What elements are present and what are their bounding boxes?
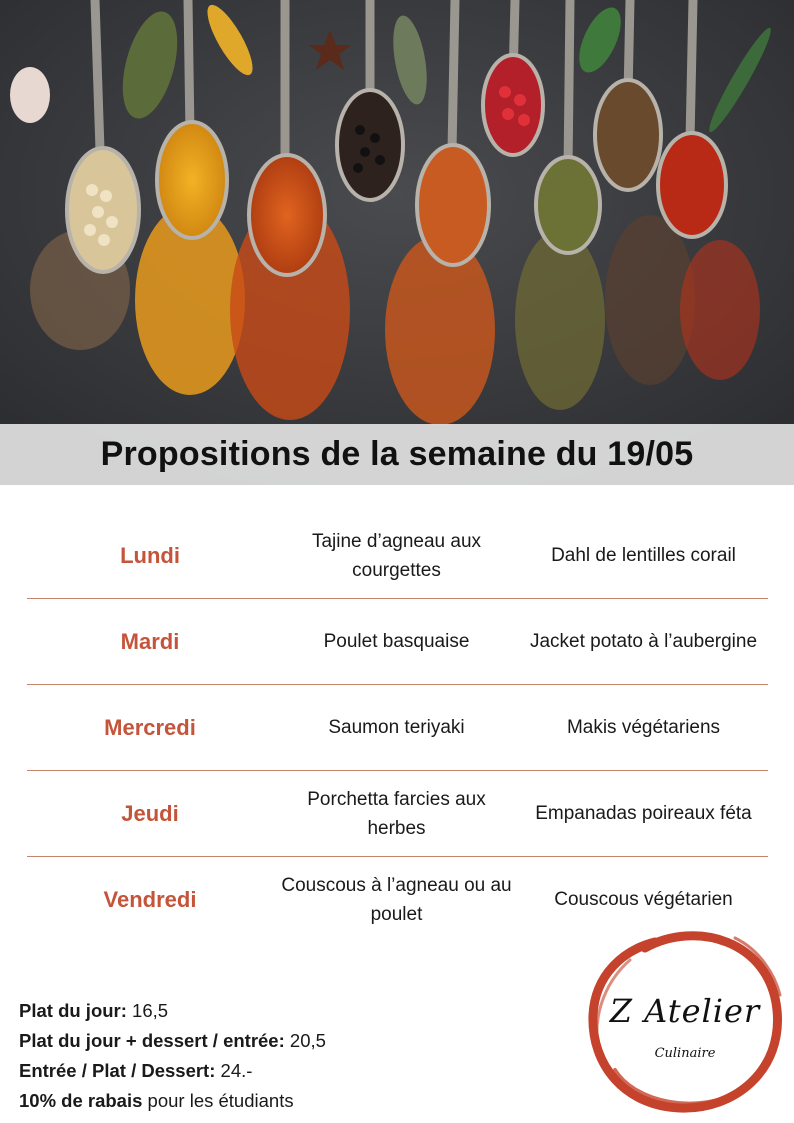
table-row bbox=[27, 513, 768, 599]
main-dish: Porchetta farcies aux herbes bbox=[307, 788, 486, 839]
table-row bbox=[27, 685, 768, 771]
vegetarian-dish: Makis végétariens bbox=[566, 717, 721, 738]
weekly-menu-table bbox=[27, 513, 768, 942]
price-value: 24.- bbox=[215, 1060, 253, 1081]
title-band bbox=[0, 424, 794, 485]
price-label: Plat du jour + dessert / entrée: bbox=[19, 1030, 285, 1051]
price-list bbox=[19, 996, 326, 1116]
day-label: Mercredi bbox=[104, 714, 196, 740]
page-title: Propositions de la semaine du 19/05 bbox=[100, 435, 694, 473]
day-label: Jeudi bbox=[121, 800, 179, 826]
price-line bbox=[19, 996, 326, 1026]
vegetarian-dish: Dahl de lentilles corail bbox=[551, 545, 736, 566]
main-dish: Couscous à l’agneau ou au poulet bbox=[281, 874, 512, 925]
logo-subtitle: Culinaire bbox=[654, 1046, 716, 1061]
day-label: Mardi bbox=[120, 628, 180, 654]
price-value: 20,5 bbox=[284, 1030, 326, 1051]
main-dish: Poulet basquaise bbox=[323, 631, 470, 652]
table-row bbox=[27, 771, 768, 857]
z-atelier-logo bbox=[585, 920, 785, 1116]
spices-illustration bbox=[0, 0, 794, 485]
price-label: Plat du jour: bbox=[19, 1000, 127, 1021]
vegetarian-dish: Empanadas poireaux féta bbox=[535, 803, 752, 824]
main-dish: Saumon teriyaki bbox=[328, 717, 465, 738]
vegetarian-dish: Couscous végétarien bbox=[554, 889, 733, 910]
day-label: Vendredi bbox=[103, 886, 197, 912]
table-row bbox=[27, 599, 768, 685]
spices-hero-image bbox=[0, 0, 794, 485]
day-label: Lundi bbox=[120, 542, 180, 568]
discount-text: pour les étudiants bbox=[142, 1090, 294, 1111]
logo-title: Z Atelier bbox=[609, 992, 761, 1030]
price-line bbox=[19, 1056, 326, 1086]
price-value: 16,5 bbox=[126, 1000, 169, 1021]
price-label: Entrée / Plat / Dessert: bbox=[19, 1060, 216, 1081]
main-dish: Tajine d’agneau aux courgettes bbox=[311, 530, 482, 581]
price-line bbox=[19, 1086, 326, 1116]
discount-label: 10% de rabais bbox=[19, 1090, 143, 1111]
vegetarian-dish: Jacket potato à l’aubergine bbox=[529, 631, 758, 652]
price-line bbox=[19, 1026, 326, 1056]
